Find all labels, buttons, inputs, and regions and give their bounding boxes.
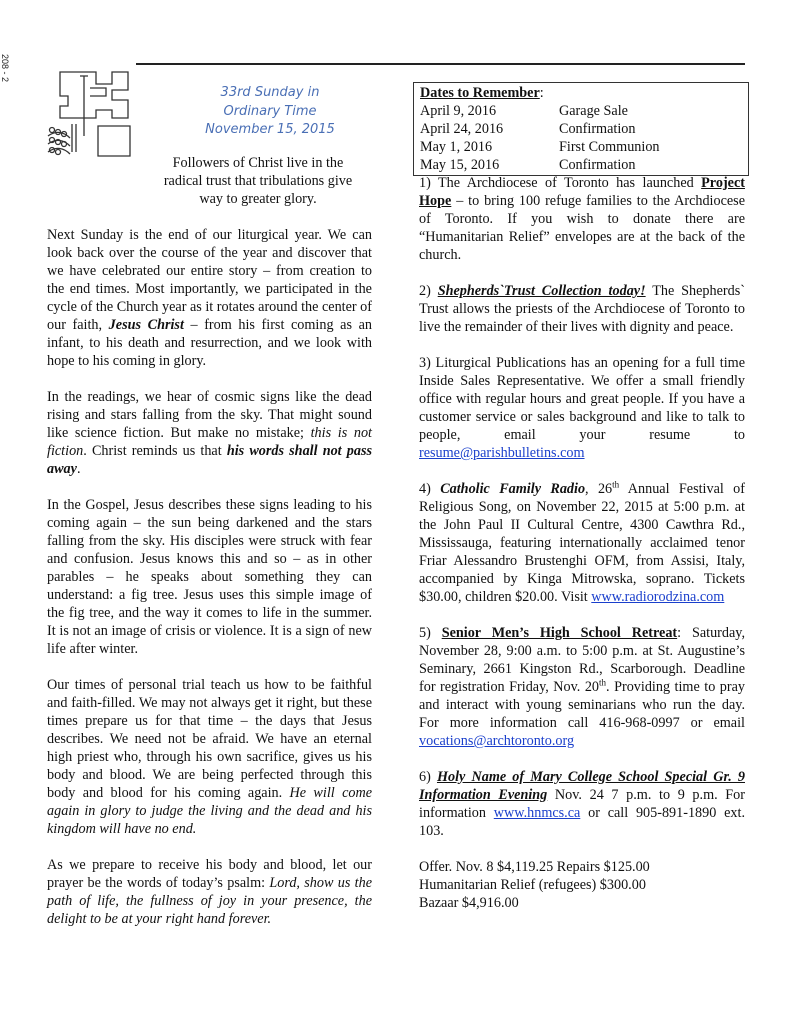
text: Nov. 24 7 p.m. to 9 p.m. For information — [419, 787, 745, 821]
text: – to bring 100 refuge families to the Archdiocese of Toronto. If you wish to donate there are “Humanitarian Relief” envelopes are at the back of the church. — [419, 193, 745, 263]
project-hope: Project Hope — [419, 175, 745, 209]
finances — [419, 858, 745, 912]
title-line-1: 33rd Sunday in — [220, 85, 320, 100]
date: May 1, 2016 — [420, 139, 493, 155]
emphasis-not-fiction: this is not fiction — [47, 425, 372, 459]
notice-4 — [419, 480, 745, 606]
colon: : — [539, 85, 544, 101]
page-number: 208 - 2 — [0, 54, 10, 83]
notice-3 — [419, 354, 745, 462]
text: 3) Liturgical Publications has an opening for a full time Inside Sales Representative. We offer a small friendly office with regular hours and great people. If you have a customer service or sales background and like to talk to people, email your resume to — [419, 355, 745, 443]
emphasis-jesus-christ: Jesus Christ — [108, 317, 184, 333]
theme-quote — [120, 154, 396, 208]
text: – from his first coming as an infant, to his death and resurrection, and we look with hope to his coming in glory. — [47, 317, 372, 369]
homily-column — [47, 226, 372, 946]
finance-line-2: Humanitarian Relief (refugees) $300.00 — [419, 877, 646, 893]
date-row — [420, 120, 635, 138]
hnmcs-event-title: Holy Name of Mary College School Special Gr. 9 Information Evening — [419, 769, 745, 803]
text: 1) The Archdiocese of Toronto has launched — [419, 175, 702, 191]
text: , 26 — [585, 481, 613, 497]
quote-line-2: radical trust that tribulations give — [163, 173, 353, 189]
emphasis-creed: He will come again in glory to judge the living and the dead and his kingdom will have no end. — [47, 785, 373, 837]
date-row — [420, 156, 635, 174]
text: Annual Festival of Religious Song, on November 22, 2015 at 5:00 p.m. at the John Paul II Cultural Centre, 4300 Cawthra Rd., Mississauga, featuring internationally acclaimed tenor Friar Alessandro Brustenghi OFM, from Assisi, Italy, accompanied by Kinga Mitrowska, soprano. Tickets $30.00, children $20.00. Visit — [419, 481, 745, 605]
superscript: th — [599, 677, 607, 688]
title-line-3: November 15, 2015 — [205, 122, 335, 137]
notices-column — [419, 174, 745, 912]
notice-1 — [419, 174, 745, 264]
text: 6) — [419, 769, 437, 785]
date-row — [420, 138, 660, 156]
parish-logo — [46, 66, 138, 162]
event: First Communion — [559, 139, 660, 155]
text: Next Sunday is the end of our liturgical year. We can look back over the course of the year and discover that we have celebrated our entire story – from creation to the end times. Most importantly, we participated in the cycle of the Church year as it rotates around the center of our faith, — [47, 227, 372, 333]
finance-line-3: Bazaar $4,916.00 — [419, 895, 519, 911]
title-line-2: Ordinary Time — [223, 103, 317, 119]
text: 5) — [419, 625, 442, 641]
text: or call 905-891-1890 ext. 103. — [419, 805, 745, 839]
notice-5 — [419, 624, 745, 750]
text: . Christ reminds us that — [83, 443, 227, 459]
date: May 15, 2016 — [420, 157, 500, 173]
text: As we prepare to receive his body and blood, let our prayer be the words of today’s psalm: — [47, 857, 372, 891]
text: Our times of personal trial teach us how to be faithful and faith-filled. We may not always get it right, but these times prepare us for that time – the days that Jesus describes. We need not be afraid. We have an eternal high priest who, through his own sacrifice, gives us his body and blood. We are being perfected through this body and blood for his coming again. — [47, 677, 372, 801]
homily-paragraph-2 — [47, 388, 372, 478]
text: The Shepherds` Trust allows the priests of the Archdiocese of Toronto to live the remainder of their lives with dignity and peace. — [419, 283, 745, 335]
resume-email-link[interactable]: resume@parishbulletins.com — [419, 445, 585, 461]
dates-header-label: Dates to Remember — [420, 85, 540, 101]
homily-paragraph-3: In the Gospel, Jesus describes these signs leading to his coming again – the sun being darkened and the stars falling from the sky. His disciples were struck with fear and confusion. Jesus knows this and so – as in other parables – he speaks about something they can understand: a fig tree. Jesus uses this simple image of the fig tree, and the way it comes to life in the summer. It is not an image of crisis or violence. It is a sign of new life after winter. — [47, 497, 372, 657]
radio-website-link[interactable]: www.radiorodzina.com — [591, 589, 725, 605]
shepherds-trust: Shepherds`Trust Collection today! — [437, 283, 646, 299]
header-rule — [136, 63, 745, 65]
text: 2) — [419, 283, 438, 299]
dates-to-remember-box — [413, 82, 749, 176]
homily-paragraph-4 — [47, 676, 372, 838]
quote-line-1: Followers of Christ live in the — [172, 155, 344, 171]
dates-header — [420, 84, 544, 102]
notice-6 — [419, 768, 745, 840]
text: . — [76, 461, 81, 477]
vocations-email-link[interactable]: vocations@archtoronto.org — [419, 733, 575, 749]
text: . Providing time to pray and interact with young seminarians who run the day. For more information call 416-968-0997 or email — [419, 679, 745, 731]
notice-2 — [419, 282, 745, 336]
date: April 24, 2016 — [420, 121, 504, 137]
date: April 9, 2016 — [420, 103, 497, 119]
homily-paragraph-1 — [47, 226, 372, 370]
retreat-title: Senior Men’s High School Retreat — [441, 625, 678, 641]
event: Garage Sale — [559, 103, 628, 119]
quote-line-3: way to greater glory. — [199, 191, 317, 207]
superscript: th — [612, 479, 620, 490]
text: In the readings, we hear of cosmic signs like the dead rising and stars falling from the sky. That might sound like science fiction. But make no mistake; — [47, 389, 372, 441]
event: Confirmation — [559, 121, 636, 137]
text: : Saturday, November 28, 9:00 a.m. to 5:00 p.m. at St. Augustine’s Seminary, 2661 Kingston Rd., Scarborough. Deadline for registration Friday, Nov. 20 — [419, 625, 746, 695]
emphasis-words: his words shall not pass away — [47, 443, 372, 477]
finance-line-1: Offer. Nov. 8 $4,119.25 Repairs $125.00 — [419, 859, 650, 875]
hnmcs-website-link[interactable]: www.hnmcs.ca — [493, 805, 581, 821]
event: Confirmation — [559, 157, 636, 173]
catholic-family-radio: Catholic Family Radio — [440, 481, 586, 497]
homily-paragraph-5 — [47, 856, 372, 928]
date-row — [420, 102, 628, 120]
emphasis-psalm: Lord, show us the path of life, the fullness of joy in your presence, the delight to be at your right hand forever. — [47, 875, 372, 927]
text: 4) — [419, 481, 441, 497]
service-title — [170, 84, 370, 140]
